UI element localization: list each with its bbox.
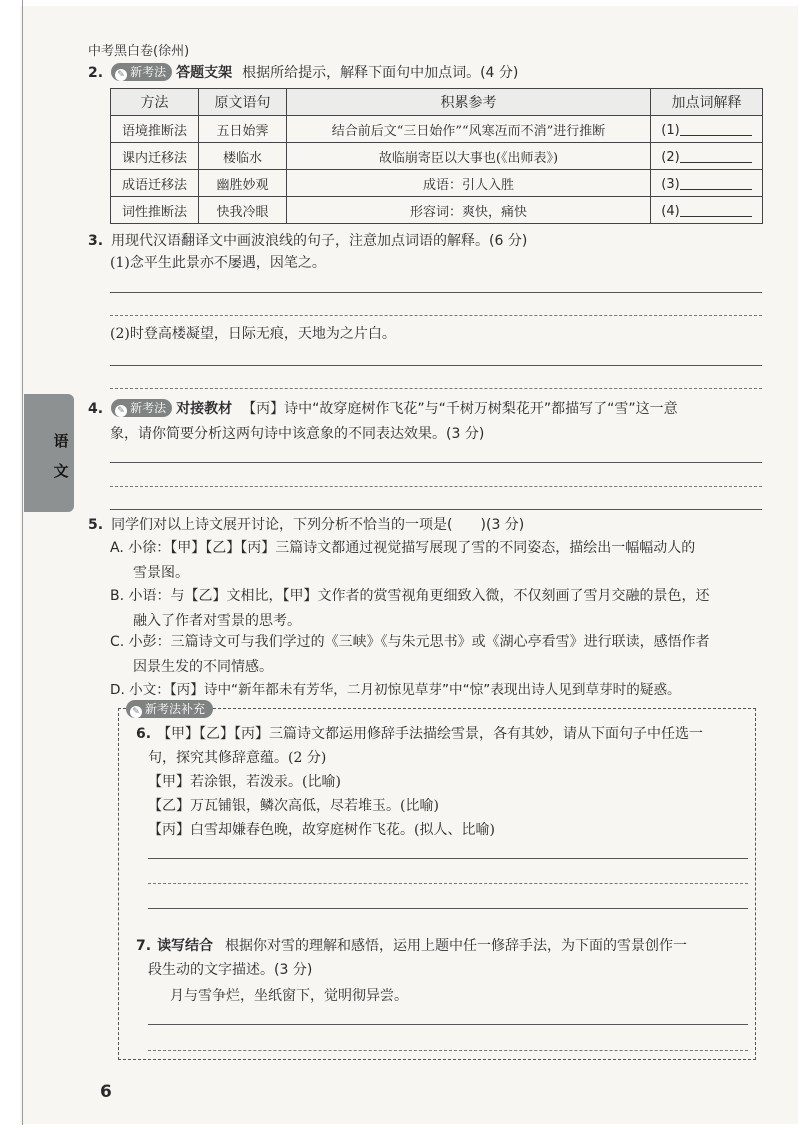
sentence-bing: 【丙】白雪却嫌春色晚，故穿庭树作飞花。(拟人、比喻) [148, 822, 495, 838]
question-6 [136, 722, 748, 747]
supplement-title: ✎ 新考法补充 [126, 700, 213, 718]
sentence-cell: 五日始霁 [199, 116, 287, 143]
lightbulb-icon: ✎ [130, 706, 142, 718]
answer-blank[interactable] [680, 121, 752, 136]
option-d[interactable]: D. 小文：【丙】诗中“新年都未有芳华，二月初惊见草芽”中“惊”表现出诗人见到草芽时的疑惑。 [110, 682, 681, 698]
question-text: 根据所给提示，解释下面句中加点词。(4 分) [242, 65, 519, 81]
answer-line[interactable] [110, 509, 762, 510]
reference-cell: 结合前后文“三日始作”“风寒冱而不消”进行推断 [287, 116, 651, 143]
binding-rule [22, 0, 23, 1125]
answer-line[interactable] [110, 462, 762, 463]
option-b[interactable]: B. 小语：与【乙】文相比，【甲】文作者的赏雪视角更细致入微，不仅刻画了雪月交融的景色，还 融入了作者对雪景的思考。 [110, 588, 710, 629]
subject-tab-char: 文 [53, 462, 69, 480]
answer-cell[interactable]: (1) [651, 116, 763, 143]
table-row [111, 197, 763, 224]
new-method-badge: ✎ 新考法 [111, 63, 172, 81]
method-cell: 成语迁移法 [111, 170, 199, 197]
answer-blank[interactable] [680, 148, 752, 163]
question-number: 6. [136, 726, 152, 742]
answer-cell[interactable]: (3) [651, 170, 763, 197]
question-number: 5. [88, 517, 104, 533]
question-text: 【甲】【乙】【丙】三篇诗文都运用修辞手法描绘雪景，各有其妙，请从下面句子中任选一 [157, 726, 704, 742]
table-row [111, 116, 763, 143]
sentence-cell: 楼临水 [199, 143, 287, 170]
page-number: 6 [100, 1082, 112, 1102]
lightbulb-icon: ✎ [115, 405, 127, 417]
subject-tab [24, 394, 74, 512]
table-header: 积累参考 [287, 89, 651, 116]
answer-line[interactable] [110, 292, 762, 293]
question-text-cont: 段生动的文字描述。(3 分) [148, 962, 313, 978]
sentence-cell: 幽胜妙观 [199, 170, 287, 197]
table-row [111, 143, 763, 170]
question-text: 根据你对雪的理解和感悟，运用上题中任一修辞手法，为下面的雪景创作一 [225, 938, 688, 954]
question-number: 7. [136, 938, 152, 954]
method-cell: 词性推断法 [111, 197, 199, 224]
answer-line[interactable] [110, 365, 762, 366]
question-text-cont: 象，请你简要分析这两句诗中该意象的不同表达效果。(3 分) [110, 426, 485, 442]
answer-line[interactable] [148, 1050, 748, 1051]
question-number: 4. [88, 401, 104, 417]
question-label: 答题支架 [176, 65, 233, 81]
question-text: 用现代汉语翻译文中画波浪线的句子，注意加点词语的解释。(6 分) [111, 233, 528, 249]
prompt-sentence: 月与雪争烂，坐纸窗下，觉明彻异尝。 [170, 988, 408, 1004]
question-4 [88, 396, 768, 422]
answer-line[interactable] [110, 388, 762, 389]
reference-cell: 故临崩寄臣以大事也(《出师表》) [287, 143, 651, 170]
question-text: 【丙】诗中“故穿庭树作飞花”与“千树万树梨花开”都描写了“雪”这一意 [242, 401, 678, 417]
sentence-2: (2)时登高楼凝望，日际无痕，天地为之片白。 [110, 326, 396, 342]
answer-line[interactable] [148, 858, 748, 859]
page-header: 中考黑白卷(徐州) [88, 44, 190, 59]
answer-cell[interactable]: (4) [651, 197, 763, 224]
table-header: 方法 [111, 89, 199, 116]
method-cell: 语境推断法 [111, 116, 199, 143]
method-cell: 课内迁移法 [111, 143, 199, 170]
new-method-badge: ✎ 新考法 [111, 399, 172, 417]
reference-cell: 形容词：爽快，痛快 [287, 197, 651, 224]
answer-line[interactable] [110, 315, 762, 316]
question-label: 读写结合 [157, 938, 214, 954]
answer-blank[interactable] [680, 202, 752, 217]
answer-blank[interactable] [680, 175, 752, 190]
answer-line[interactable] [148, 1024, 748, 1025]
sentence-jia: 【甲】若涂银，若泼汞。(比喻) [148, 774, 341, 790]
answer-cell[interactable]: (2) [651, 143, 763, 170]
question-number: 2. [88, 65, 104, 81]
sentence-1: (1)念平生此景亦不屡遇，因笔之。 [110, 255, 326, 271]
table-header-row [111, 89, 763, 116]
option-a[interactable]: A. 小徐：【甲】【乙】【丙】三篇诗文都通过视觉描写展现了雪的不同姿态，描绘出一幅幅动人的 雪景图。 [110, 540, 696, 581]
question-text: 同学们对以上诗文展开讨论，下列分析不恰当的一项是( )(3 分) [111, 517, 525, 533]
question-5 [88, 512, 524, 538]
question-3 [88, 228, 527, 254]
reference-cell: 成语：引人入胜 [287, 170, 651, 197]
question-2 [88, 60, 518, 86]
method-table [110, 88, 763, 224]
subject-tab-char: 语 [53, 432, 69, 450]
table-header: 加点词解释 [651, 89, 763, 116]
lightbulb-icon: ✎ [115, 69, 127, 81]
answer-line[interactable] [110, 486, 762, 487]
sentence-cell: 快我冷眼 [199, 197, 287, 224]
sentence-yi: 【乙】万瓦铺银，鳞次高低，尽若堆玉。(比喻) [148, 798, 439, 814]
table-row [111, 170, 763, 197]
option-c[interactable]: C. 小彭：三篇诗文可与我们学过的《三峡》《与朱元思书》或《湖心亭看雪》进行联读，感悟作者 因景生发的不同情感。 [110, 634, 710, 675]
question-7 [136, 934, 748, 959]
question-number: 3. [88, 233, 104, 249]
answer-line[interactable] [148, 908, 748, 909]
question-text-cont: 句，探究其修辞意蕴。(2 分) [148, 750, 327, 766]
question-label: 对接教材 [176, 401, 233, 417]
table-header: 原文语句 [199, 89, 287, 116]
answer-line[interactable] [148, 883, 748, 884]
